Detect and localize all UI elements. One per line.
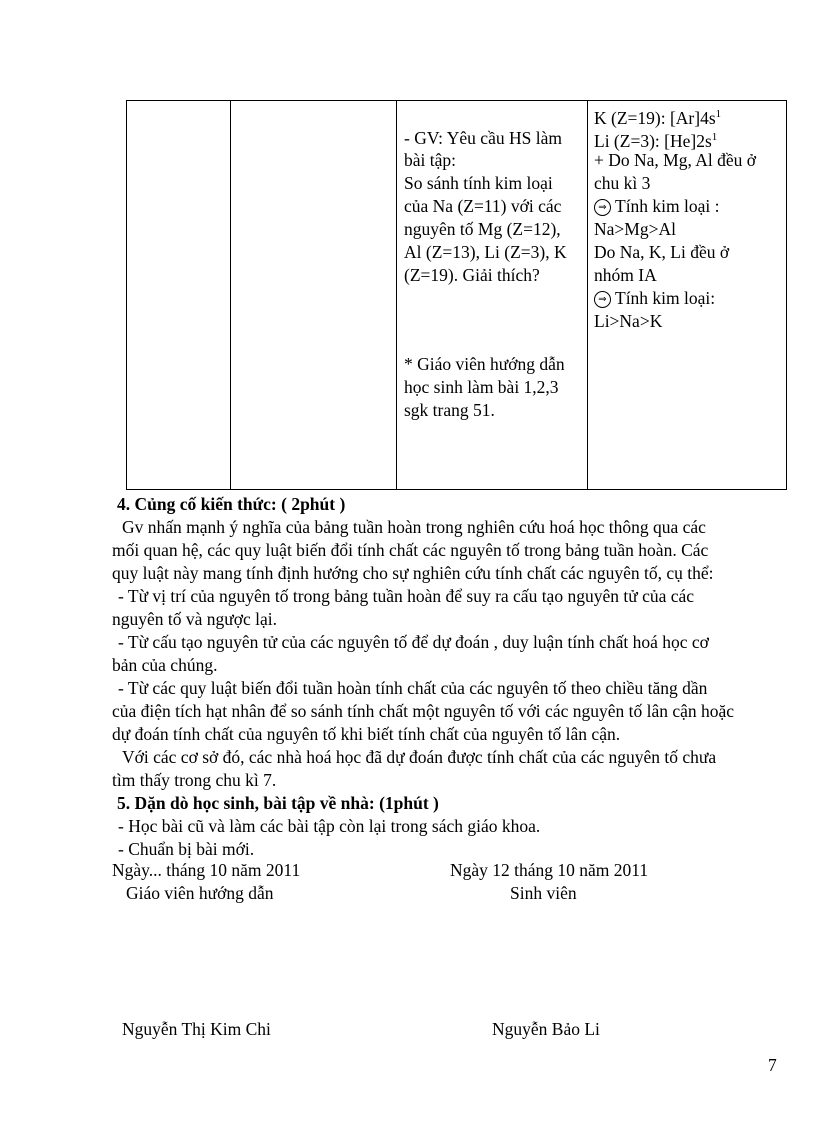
metal-conclusion-2: ⇒ Tính kim loại: — [594, 287, 715, 309]
left-signature-name: Nguyễn Thị Kim Chi — [122, 1019, 271, 1039]
left-signature-date: Ngày... tháng 10 năm 2011 — [112, 860, 301, 880]
homework-line: - Chuẩn bị bài mới. — [118, 839, 255, 859]
right-signature-name: Nguyễn Bảo Li — [492, 1019, 600, 1039]
paragraph-line: của điện tích hạt nhân để so sánh tính chất một nguyên tố với các nguyên tố lân cận hoặc — [112, 701, 735, 721]
page-number: 7 — [768, 1055, 777, 1075]
task-line: (Z=19). Giải thích? — [404, 265, 540, 285]
period-line-1: + Do Na, Mg, Al đều ở — [594, 150, 757, 170]
table-col-border-2 — [230, 100, 231, 490]
table-col-border-5 — [786, 100, 787, 490]
metal-order-1: Na>Mg>Al — [594, 219, 676, 239]
table-col-border-3 — [396, 100, 397, 490]
guide-line: * Giáo viên hướng dẫn — [404, 354, 565, 374]
li-configuration: Li (Z=3): $[He]2s^1$ — [594, 130, 718, 151]
implies-icon: ⇒ — [594, 199, 611, 216]
table-top-border — [126, 100, 787, 101]
paragraph-line: Gv nhấn mạnh ý nghĩa của bảng tuần hoàn trong nghiên cứu hoá học thông qua các — [122, 517, 706, 537]
paragraph-line: tìm thấy trong chu kì 7. — [112, 770, 277, 790]
table-col-border-1 — [126, 100, 127, 490]
metal-conclusion-1: ⇒ Tính kim loại : — [594, 195, 720, 217]
paragraph-line: Với các cơ sở đó, các nhà hoá học đã dự đoán được tính chất của các nguyên tố chưa — [122, 747, 717, 767]
task-line: Al (Z=13), Li (Z=3), K — [404, 242, 567, 262]
metal-order-2: Li>Na>K — [594, 311, 663, 331]
paragraph-line: - Từ vị trí của nguyên tố trong bảng tuần hoàn để suy ra cấu tạo nguyên tử của các — [118, 586, 695, 606]
left-signature-role: Giáo viên hướng dẫn — [126, 883, 274, 903]
homework-line: - Học bài cũ và làm các bài tập còn lại trong sách giáo khoa. — [118, 816, 541, 836]
right-signature-role: Sinh viên — [510, 883, 577, 903]
table-bottom-border — [126, 489, 787, 490]
table-col-border-4 — [587, 100, 588, 490]
task-intro-2: bài tập: — [404, 150, 456, 170]
paragraph-line: quy luật này mang tính định hướng cho sự nghiên cứu tính chất các nguyên tố, cụ thể: — [112, 563, 714, 583]
implies-icon: ⇒ — [594, 291, 611, 308]
task-intro: - GV: Yêu cầu HS làm — [404, 128, 562, 148]
task-line: của Na (Z=11) với các — [404, 196, 562, 216]
paragraph-line: - Từ cấu tạo nguyên tử của các nguyên tố để dự đoán , duy luận tính chất hoá học cơ — [118, 632, 709, 652]
section-4-heading: 4. Củng cố kiến thức: ( 2phút ) — [117, 494, 346, 514]
group-line-1: Do Na, K, Li đều ở — [594, 242, 730, 262]
group-line-2: nhóm IA — [594, 265, 657, 285]
task-line: So sánh tính kim loại — [404, 173, 553, 193]
task-line: nguyên tố Mg (Z=12), — [404, 219, 561, 239]
period-line-2: chu kì 3 — [594, 173, 651, 193]
paragraph-line: dự đoán tính chất của nguyên tố khi biết tính chất của nguyên tố lân cận. — [112, 724, 621, 744]
paragraph-line: - Từ các quy luật biến đổi tuần hoàn tính chất của các nguyên tố theo chiều tăng dần — [118, 678, 708, 698]
section-5-heading: 5. Dặn dò học sinh, bài tập về nhà: (1phút ) — [117, 793, 439, 813]
guide-line: học sinh làm bài 1,2,3 — [404, 377, 559, 397]
paragraph-line: mối quan hệ, các quy luật biến đổi tính chất các nguyên tố trong bảng tuần hoàn. Các — [112, 540, 709, 560]
right-signature-date: Ngày 12 tháng 10 năm 2011 — [450, 860, 649, 880]
k-configuration: K (Z=19): $[Ar]4s^1$ — [594, 107, 722, 128]
paragraph-line: bản của chúng. — [112, 655, 218, 675]
paragraph-line: nguyên tố và ngược lại. — [112, 609, 278, 629]
guide-line: sgk trang 51. — [404, 400, 495, 420]
